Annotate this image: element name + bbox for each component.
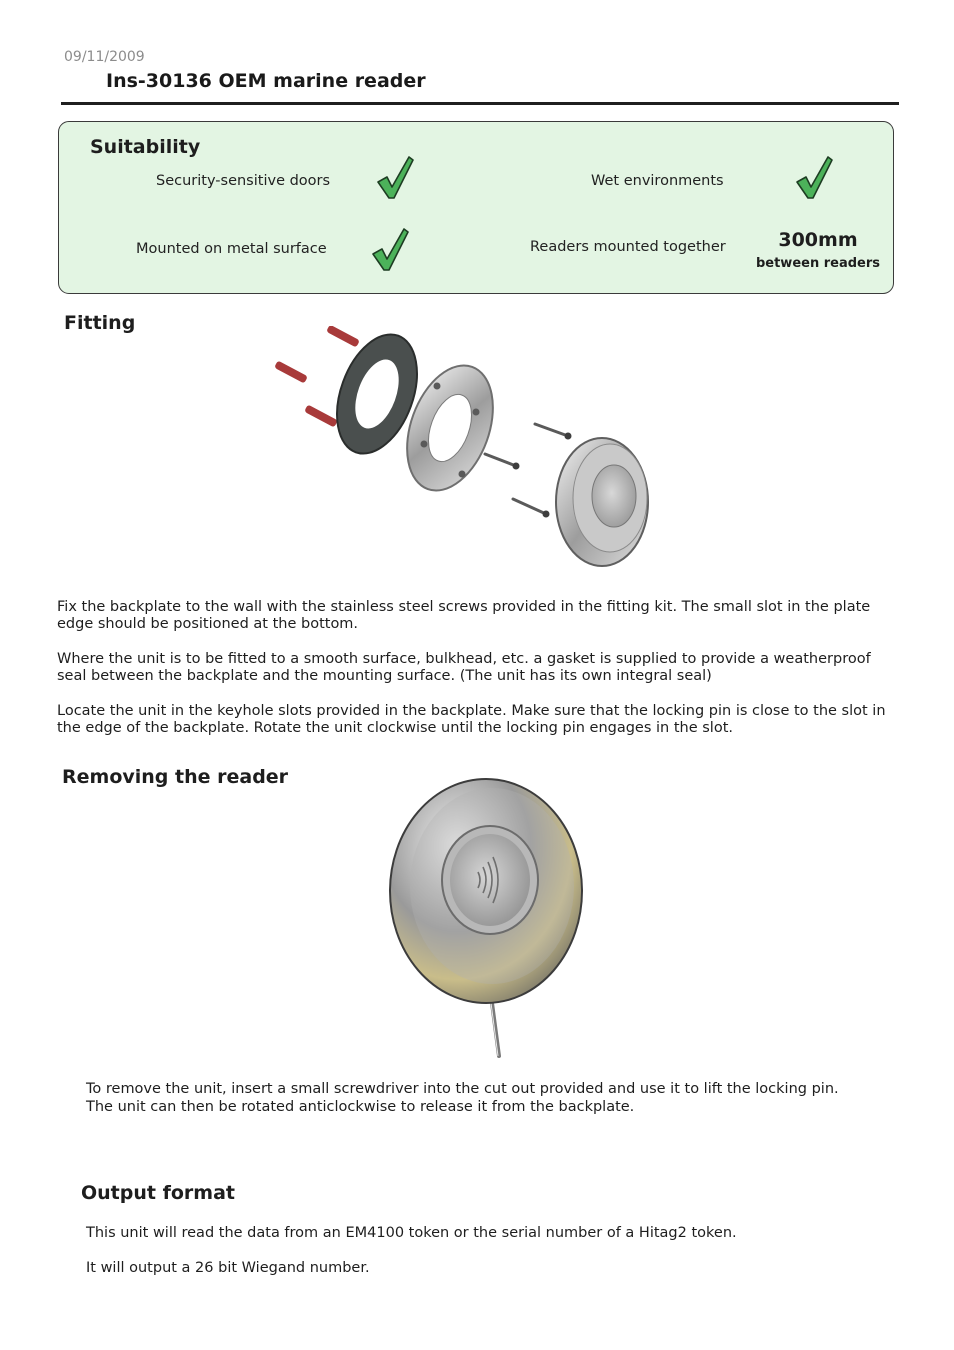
- check-icon: [374, 155, 416, 201]
- fitting-kit-illustration: [248, 326, 680, 576]
- paragraph: To remove the unit, insert a small screwdriver into the cut out provided and use it to lift the locking pin.: [86, 1081, 839, 1097]
- suitability-label-readers-together: Readers mounted together: [530, 239, 726, 255]
- output-format-heading: Output format: [81, 1182, 235, 1204]
- suitability-heading: Suitability: [90, 136, 201, 158]
- suitability-label-metal-surface: Mounted on metal surface: [136, 241, 327, 257]
- paragraph: The unit can then be rotated anticlockwise to release it from the backplate.: [86, 1099, 635, 1115]
- reader-removal-illustration: [328, 768, 648, 1060]
- paragraph: Fix the backplate to the wall with the stainless steel screws provided in the fitting kit. The small slot in the plate edge should be positioned at the bottom.: [57, 599, 871, 632]
- fitting-heading: Fitting: [64, 312, 136, 334]
- output-format-text: [86, 1225, 906, 1277]
- reader-spacing-value: 300mm: [778, 229, 858, 251]
- document-date: 09/11/2009: [64, 49, 145, 65]
- paragraph: Where the unit is to be fitted to a smooth surface, bulkhead, etc. a gasket is supplied to provide a weatherproof seal between the backplate and the mounting surface. (The unit has its own integral seal): [57, 651, 871, 684]
- check-icon: [369, 227, 411, 273]
- check-icon: [793, 155, 835, 201]
- fitting-instructions: [57, 599, 897, 737]
- removal-instructions: [86, 1080, 906, 1116]
- suitability-label-wet-environments: Wet environments: [591, 173, 724, 189]
- paragraph: It will output a 26 bit Wiegand number.: [86, 1260, 370, 1276]
- screwdriver-icon: [491, 1003, 499, 1056]
- title-divider: [61, 102, 899, 105]
- suitability-label-security-doors: Security-sensitive doors: [156, 173, 331, 189]
- removing-heading: Removing the reader: [62, 766, 289, 788]
- document-title: Ins-30136 OEM marine reader: [106, 70, 426, 92]
- reader-spacing-note: between readers: [755, 256, 881, 271]
- paragraph: This unit will read the data from an EM4100 token or the serial number of a Hitag2 token.: [86, 1225, 737, 1241]
- paragraph: Locate the unit in the keyhole slots provided in the backplate. Make sure that the locking pin is close to the slot in the edge of the backplate. Rotate the unit clockwise until the locking pin engages in the slot.: [57, 703, 886, 736]
